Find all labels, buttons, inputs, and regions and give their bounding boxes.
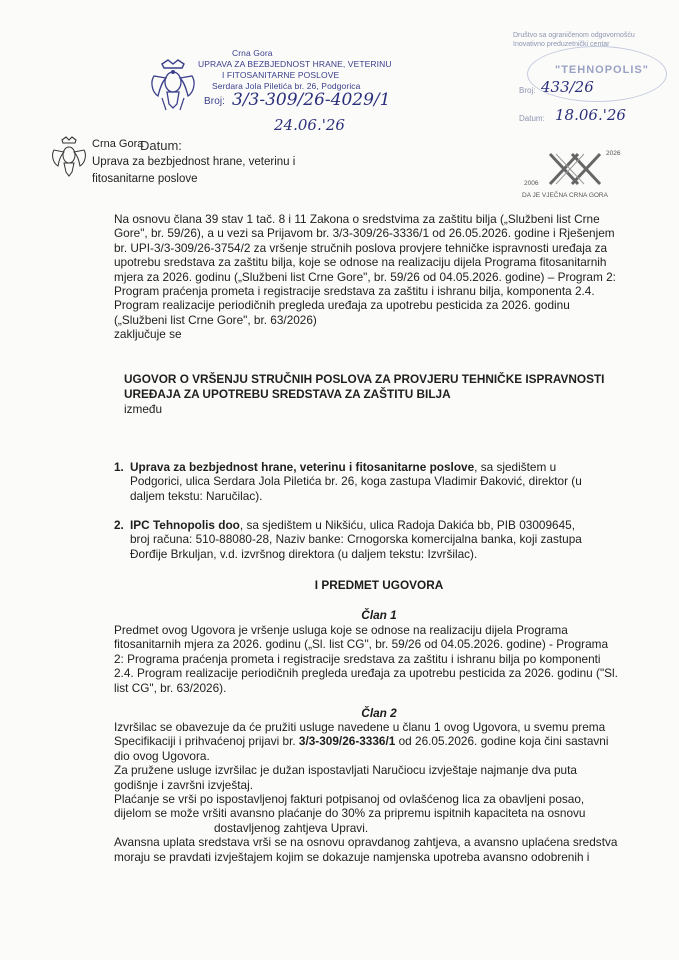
tehnopolis-line1: Društvo sa ograničenom odgovornošću	[513, 32, 635, 39]
clan2-p1-text-a: Specifikaciji i prihvaćenoj prijavi br.	[114, 734, 299, 749]
intro-paragraph	[114, 212, 644, 342]
intro-line: mjera za 2026. godinu („Službeni list Crne Gore", br. 59/26 od 04.05.2026. godine) – Program 2:	[114, 269, 616, 284]
stamp-address: Serdara Jola Piletića br. 26, Podgorica	[212, 81, 361, 91]
tehnopolis-broj-label: Broj:	[519, 86, 536, 95]
anniversary-motto: DA JE VJEČNA CRNA GORA	[522, 192, 608, 199]
party-2-number: 2.	[114, 518, 124, 532]
tehnopolis-name: "TEHNOPOLIS"	[555, 64, 649, 76]
tehnopolis-datum-label: Datum:	[519, 114, 545, 123]
header-datum-label: Datum:	[140, 138, 182, 153]
header-agency-line2: fitosanitarne poslove	[92, 173, 198, 185]
clan2-p1-reference: 3/3-309/26-3336/1	[298, 734, 396, 749]
anniversary-logo	[520, 150, 650, 200]
stamp-agency-line2: I FITOSANITARNE POSLOVE	[222, 70, 340, 80]
intro-line: Na osnovu člana 39 stav 1 tač. 8 i 11 Zakona o sredstvima za zaštitu bilja („Službeni list Crne	[114, 212, 600, 226]
tehnopolis-line2: Inovativno preduzetnički centar	[513, 41, 610, 48]
anniversary-year-end: 2026	[606, 150, 621, 157]
party-2	[114, 518, 644, 561]
header-country: Crna Gora	[92, 138, 144, 150]
intro-line: („Službeni list Crne Gore", br. 63/2026)	[114, 312, 317, 327]
clan1-line: list CG", br. 63/2026).	[114, 680, 227, 695]
clan1-line: 2: Programa praćenja prometa i registracije sredstava za zaštitu i ishranu bilja po komponenti	[114, 651, 601, 666]
between-text: između	[124, 402, 163, 416]
party-1-line3: daljem tekstu: Naručilac).	[130, 488, 263, 503]
party-1-rest: , sa sjedištem u	[474, 460, 557, 474]
stamp-agency-line1: UPRAVA ZA BEZBJEDNOST HRANE, VETERINU	[198, 59, 392, 69]
contract-title-line2: UREĐAJA ZA UPOTREBU SREDSTAVA ZA ZAŠTITU BILJA	[124, 386, 451, 401]
intro-line: Program praćenja prometa i registracije sredstava za zaštitu i ishranu bilja, komponenta 2.4.	[114, 284, 595, 299]
clan2-p3-line2: dijelom se može vršiti avansno plaćanje do 30% za pripremu ispitnih kapaciteta na osnovu	[114, 806, 586, 821]
clan2-heading: Član 2	[361, 706, 397, 720]
montenegro-crest-icon	[148, 58, 198, 114]
party-2-rest: , sa sjedištem u Nikšiću, ulica Radoja Dakića bb, PIB 03009645,	[239, 518, 575, 532]
party-2-line3: Đorđije Brkuljan, v.d. izvršnog direktora (u daljem tekstu: Izvršilac).	[130, 546, 478, 561]
contract-between	[124, 402, 654, 416]
tehnopolis-broj-handwritten: 433/26	[541, 78, 594, 96]
party-1-name: Uprava za bezbjednost hrane, veterinu i fitosanitarne poslove	[130, 460, 475, 474]
stamp-country: Crna Gora	[232, 48, 273, 58]
clan2-p1-line3: dio ovog Ugovora.	[114, 748, 210, 763]
stamp-broj-label: Broj:	[204, 96, 226, 107]
handwritten-date: 24.06.'26	[274, 116, 345, 134]
clan1-line: 2.4. Program realizacije periodičnih pregleda uređaja za upotrebu pesticida za 2026. godinu ("Sl.	[114, 666, 618, 681]
party-2-name: IPC Tehnopolis doo	[130, 518, 240, 532]
tehnopolis-stamp	[505, 30, 675, 130]
coat-of-arms-icon	[50, 136, 88, 180]
xx-logo-icon	[520, 150, 650, 190]
clan2-p4-line2: moraju se pravdati izvještajem kojim se dokazuje namjenska upotreba avansno odobrenih i	[114, 849, 590, 864]
clan2-p2-line2: godišnje i završni izvještaj.	[114, 777, 253, 792]
intro-closing: zaključuje se	[114, 327, 182, 342]
clan2-p3-line3: dostavljenog zahtjeva Upravi.	[214, 820, 369, 835]
intro-line: Program realizacije periodičnih pregleda uređaja za upotrebu pesticida za 2026. godinu	[114, 298, 570, 313]
party-1-number: 1.	[114, 460, 124, 474]
clan2-p4-line1: Avansna uplata sredstava vrši se na osnovu opravdanog zahtjeva, a avansno uplaćena sredstva	[114, 835, 618, 850]
clan2-p1-line1: Izvršilac se obavezuje da će pružiti usluge navedene u članu 1 ovog Ugovora, u svemu prema	[114, 720, 606, 734]
party-2-line2: broj računa: 510-88080-28, Naziv banke: Crnogorska komercijalna banka, koji zastupa	[130, 532, 582, 547]
handwritten-reference-number: 3/3-309/26-4029/1	[232, 90, 391, 110]
clan2-p3-line1: Plaćanje se vrši po ispostavljenoj fakturi potpisanoj od ovlašćenog lica za obavljeni posao,	[114, 792, 585, 807]
party-1	[114, 460, 644, 503]
clan1-line: Predmet ovog Ugovora je vršenje usluga koje se odnose na realizaciju dijela Programa	[114, 623, 568, 637]
anniversary-year-start: 2006	[524, 180, 539, 187]
clan2-p1-text-c: od 26.05.2026. godine koja čini sastavni	[395, 734, 609, 749]
clan2-p2-line1: Za pružene usluge izvršilac je dužan ispostavljati Naručiocu izvještaje najmanje dva puta	[114, 763, 577, 778]
contract-title	[124, 372, 654, 401]
intro-line: br. UPI-3/3-309/26-3754/2 za vršenje stručnih poslova provjere tehničke ispravnosti uređaja za	[114, 240, 608, 255]
party-1-line2: Podgorici, ulica Serdara Jola Piletića br. 26, koga zastupa Vladimir Đaković, direktor (u	[130, 474, 582, 489]
clan1-paragraph	[114, 623, 644, 695]
section-heading: I PREDMET UGOVORA	[314, 578, 444, 592]
clan2-paragraph	[114, 720, 644, 864]
intro-line: Gore", br. 59/26), a u vezi sa Prijavom br. 3/3-309/26-3336/1 od 26.05.2026. godine i Rješenjem	[114, 226, 615, 241]
tehnopolis-datum-handwritten: 18.06.'26	[555, 106, 626, 124]
clan2-p1-line2	[114, 734, 644, 748]
clan1-heading: Član 1	[361, 608, 397, 622]
intro-line: upotrebu sredstava za zaštitu bilja, koje se odnose na realizaciju dijela Programa fitosanitarnih	[114, 255, 607, 270]
header-agency-line1: Uprava za bezbjednost hrane, veterinu i	[92, 156, 296, 168]
clan1-line: fitosanitarnih mjera za 2026. godinu („Sl. list CG", br. 59/26 od 04.05.2026. godine) - Programa	[114, 637, 609, 652]
contract-title-line1: UGOVOR O VRŠENJU STRUČNIH POSLOVA ZA PROVJERU TEHNIČKE ISPRAVNOSTI	[124, 372, 605, 386]
document-header	[50, 132, 350, 202]
